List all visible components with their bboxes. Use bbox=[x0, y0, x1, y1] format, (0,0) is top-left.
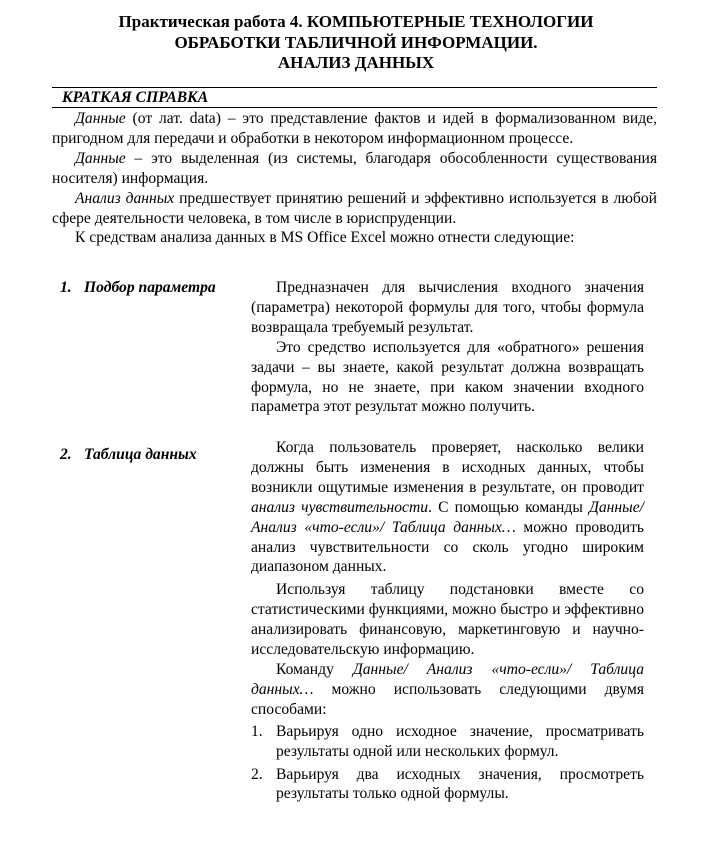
intro-text-3: предшествует принятию решений и эффективно используется в любой сфере деятельности человека, в том числе в юриспруденции. bbox=[52, 189, 657, 227]
item-1-paragraph-1: Предназначен для вычисления входного значения (параметра) некоторой формулы для того, чтобы формула возвращала требуемый результат. bbox=[251, 279, 644, 336]
intro-paragraph-4: К средствам анализа данных в MS Office Excel можно отнести следующие: bbox=[75, 229, 575, 247]
item-1-paragraph-2: Это средство используется для «обратного» решения задачи – вы знаете, какой результат должна возвращать формула, но не знаете, при каком значении входного параметра этот результат можно получить. bbox=[251, 338, 644, 416]
list-item bbox=[251, 765, 644, 805]
item-2-p1-text-b: . С помощью команды bbox=[428, 498, 589, 516]
intro-text-1: (от лат. data) – это представление фактов и идей в формализованном виде, пригодном для передачи и обработки в некотором информационном процессе. bbox=[52, 110, 657, 147]
item-2-p1-text-a: Когда пользователь проверяет, насколько велики должны быть изменения в исходных данных, чтобы возникли ощутимые изменения в результате, он проводит bbox=[251, 439, 644, 496]
item-1-title: Подбор параметра bbox=[84, 279, 216, 296]
item-2-p1-term: анализ чувствительности bbox=[251, 498, 429, 516]
item-1-description bbox=[251, 278, 644, 417]
intro-paragraph-2 bbox=[52, 149, 657, 189]
title-line-3: АНАЛИЗ ДАННЫХ bbox=[277, 53, 435, 72]
heading-top-rule bbox=[52, 87, 657, 88]
intro-paragraph-1 bbox=[52, 109, 657, 149]
heading-bottom-rule bbox=[52, 107, 657, 108]
list-item-text: Варьируя два исходных значения, просмотреть результаты только одной формулы. bbox=[276, 765, 644, 803]
title-line-2: ОБРАБОТКИ ТАБЛИЧНОЙ ИНФОРМАЦИИ. bbox=[174, 32, 538, 52]
title-line-1: Практическая работа 4. КОМПЬЮТЕРНЫЕ ТЕХНОЛОГИИ bbox=[118, 12, 594, 31]
item-2-paragraph-1 bbox=[251, 438, 644, 577]
item-2-paragraph-3 bbox=[251, 660, 644, 720]
item-2-paragraph-2: Используя таблицу подстановки вместе со статистическими функциями, можно быстро и эффективно анализировать финансовую, маркетинговую и научно-исследовательскую информацию. bbox=[251, 581, 644, 659]
item-2-number: 2. bbox=[60, 446, 72, 463]
list-item bbox=[251, 722, 644, 762]
page-title bbox=[30, 12, 682, 74]
item-2-p1-text-c: можно проводить анализ чувствительности со сколь угодно широким диапазоном данных. bbox=[251, 518, 644, 576]
list-item-number: 1. bbox=[251, 722, 263, 740]
intro-term-1: Данные bbox=[75, 110, 126, 127]
section-heading: КРАТКАЯ СПРАВКА bbox=[62, 89, 209, 106]
item-2-p3-command: Данные/ Анализ «что-если»/ Таблица данных… bbox=[251, 660, 644, 698]
item-2-label bbox=[60, 445, 197, 465]
item-2-title: Таблица данных bbox=[84, 446, 197, 463]
intro-term-3: Анализ данных bbox=[75, 189, 175, 207]
intro-paragraph-3 bbox=[52, 189, 657, 229]
intro-term-2: Данные bbox=[75, 149, 126, 167]
item-1-number: 1. bbox=[60, 279, 72, 296]
intro-block bbox=[52, 109, 657, 248]
item-2-description bbox=[251, 438, 644, 807]
usage-ways-list bbox=[251, 722, 644, 805]
item-2-p1-command: Данные/ Анализ «что-если»/ Таблица данных… bbox=[251, 498, 644, 536]
list-item-text: Варьируя одно исходное значение, просматривать результаты одной или нескольких формул. bbox=[276, 722, 644, 760]
list-item-number: 2. bbox=[251, 765, 263, 783]
item-1-label bbox=[60, 278, 216, 298]
item-2-p3-text-a: Команду bbox=[276, 660, 353, 678]
item-2-p3-text-b: можно использовать следующими двумя способами: bbox=[251, 680, 644, 718]
intro-text-2: – это выделенная (из системы, благодаря обособленности существования носителя) информация. bbox=[52, 149, 657, 187]
